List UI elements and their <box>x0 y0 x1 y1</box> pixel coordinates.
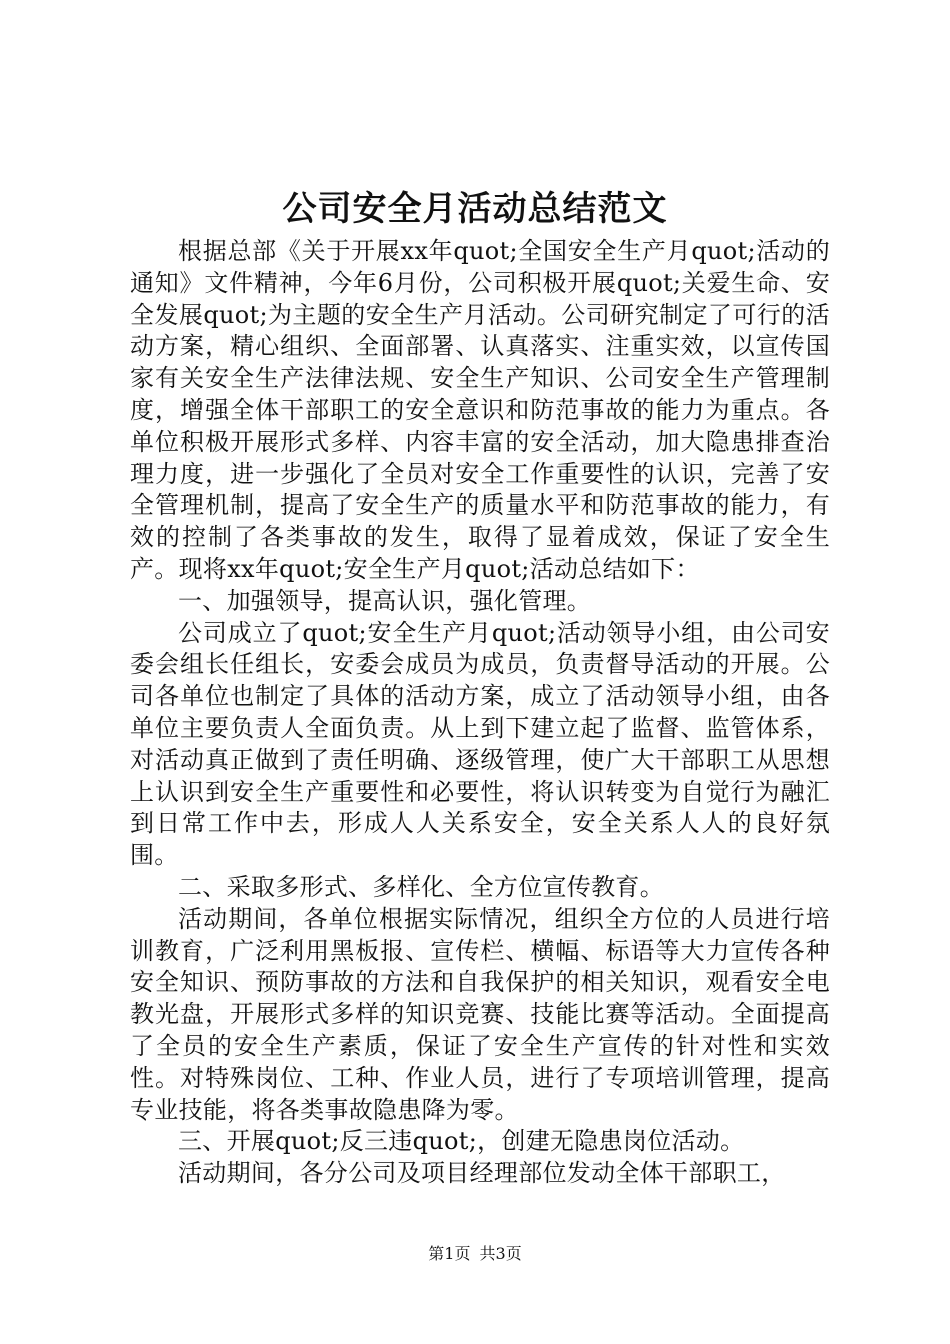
page-footer <box>0 1243 950 1265</box>
section-heading-3: 三、开展quot;反三违quot;，创建无隐患岗位活动。 <box>178 1127 745 1156</box>
document-body <box>130 236 830 1190</box>
document-title: 公司安全月活动总结范文 <box>282 189 668 229</box>
section-paragraph-3: 活动期间，各分公司及项目经理部位发动全体干部职工， <box>178 1159 786 1188</box>
section-paragraph-2: 活动期间，各单位根据实际情况，组织全方位的人员进行培训教育，广泛利用黑板报、宣传栏、横幅、标语等大力宣传各种安全知识、预防事故的方法和自我保护的相关知识，观看安全电教光盘，开展形式多样的知识竞赛、技能比赛等活动。全面提高了全员的安全生产素质，保证了安全生产宣传的针对性和实效性。对特殊岗位、工种、作业人员，进行了专项培训管理，提高专业技能，将各类事故隐患降为零。 <box>130 904 830 1124</box>
current-page-number: 第1页 <box>428 1244 471 1263</box>
total-pages: 共3页 <box>479 1244 522 1263</box>
intro-paragraph: 根据总部《关于开展xx年quot;全国安全生产月quot;活动的通知》文件精神，今年6月份，公司积极开展quot;关爱生命、安全发展quot;为主题的安全生产月活动。公司研究制定了可行的活动方案，精心组织、全面部署、认真落实、注重实效，以宣传国家有关安全生产法律法规、安全生产知识、公司安全生产管理制度，增强全体干部职工的安全意识和防范事故的能力为重点。各单位积极开展形式多样、内容丰富的安全活动，加大隐患排查治理力度，进一步强化了全员对安全工作重要性的认识，完善了安全管理机制，提高了安全生产的质量水平和防范事故的能力，有效的控制了各类事故的发生，取得了显着成效，保证了安全生产。现将xx年quot;安全生产月quot;活动总结如下： <box>130 237 830 583</box>
section-heading-1: 一、加强领导，提高认识，强化管理。 <box>178 586 592 615</box>
section-heading-2: 二、采取多形式、多样化、全方位宣传教育。 <box>178 872 664 901</box>
section-paragraph-1: 公司成立了quot;安全生产月quot;活动领导小组，由公司安委会组长任组长，安委会成员为成员，负责督导活动的开展。公司各单位也制定了具体的活动方案，成立了活动领导小组，由各单位主要负责人全面负责。从上到下建立起了监督、监管体系，对活动真正做到了责任明确、逐级管理，使广大干部职工从思想上认识到安全生产重要性和必要性，将认识转变为自觉行为融汇到日常工作中去，形成人人关系安全，安全关系人人的良好氛围。 <box>130 618 830 870</box>
